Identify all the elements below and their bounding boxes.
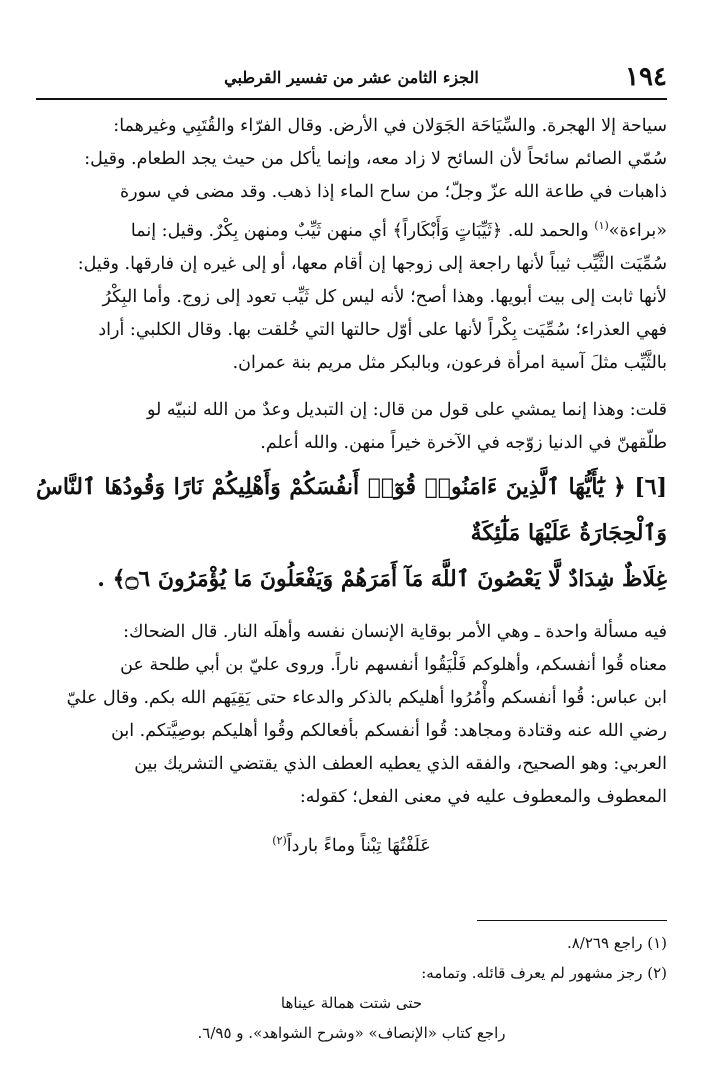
verse-text: يَٰٓأَيُّهَا ٱلَّذِينَ ءَامَنُوا۟ قُوٓا۟ أَنفُسَكُمْ وَأَهْلِيكُمْ نَارًا وَقُودُهَا ٱلنَّاسُ وَٱلْحِجَارَةُ عَلَيْهَا مَلَٰٓئِكَةٌ bbox=[36, 473, 667, 546]
verse-close-bracket: ﴾ . bbox=[97, 565, 126, 592]
footnote-2-reference: راجع كتاب «الإنصاف» «وشرح الشواهد». و ٦/٩٥. bbox=[197, 1024, 506, 1042]
text-line: قلت: وهذا إنما يمشي على قول من قال: إن التبديل وعدٌ من الله لنبيّه لو bbox=[146, 399, 667, 420]
text-span: والحمد لله. ﴿ثَيِّبَاتٍ وَأَبْكَاراً﴾ أي منهن ثَيِّبٌ ومنهن بِكْرٌ. وقيل: إنما bbox=[130, 220, 595, 241]
verse-text: غِلَاظٌ شِدَادٌ لَّا يَعْصُونَ ٱللَّهَ مَآ أَمَرَهُمْ وَيَفْعَلُونَ مَا يُؤْمَرُونَ ۝٦ bbox=[125, 565, 667, 592]
poem-text: عَلَفْتُهَا تِبْناً وماءً بارداً bbox=[286, 835, 431, 856]
text-line: معناه قُوا أنفسكم، وأهلوكم فَلْيَقُوا أنفسهم ناراً. وروى عليّ بن أبي طلحة عن bbox=[120, 654, 667, 675]
text-line: فهي العذراء؛ سُمِّيَت بِكْراً لأنها على أوّل حالتها التي خُلقت بها. وقال الكلبي: أراد bbox=[98, 319, 667, 340]
text-line: سُمّي الصائم سائحاً لأن السائح لا زاد معه، وإنما يأكل من حيث يجد الطعام. وقيل: bbox=[84, 149, 667, 169]
verse-line bbox=[36, 464, 667, 556]
paragraph-gap bbox=[36, 602, 667, 616]
footnote-marker-1: (١) bbox=[594, 219, 609, 232]
text-line: سياحة إلا الهجرة. والسِّيَاحَة الجَوَلان في الأرض. وقال الفرّاء والقُتَبِي وغيرهما: bbox=[113, 116, 667, 136]
verse-line bbox=[36, 556, 667, 602]
footnote-marker-2: (٢) bbox=[272, 833, 287, 847]
text-line: العربي: وهو الصحيح، والفقه الذي يعطيه العطف الذي يقتضي التشريك بين bbox=[134, 753, 667, 774]
text-line: لأنها ثابت إلى بيت أبويها. وهذا أصح؛ لأنه ليس كل ثَيِّب تعود إلى زوج. وأما البِكْرُ bbox=[102, 286, 667, 307]
text-line bbox=[36, 209, 667, 248]
quran-verse bbox=[36, 464, 667, 602]
text-line: طلّقهنّ في الدنيا زوّجه في الآخرة خيراً منهن. والله أعلم. bbox=[260, 432, 667, 453]
verse-number: [٦] bbox=[634, 473, 667, 500]
text-line: ذاهبات في طاعة الله عزّ وجلّ؛ من ساح الماء إذا ذهب. وقد مضى في سورة bbox=[120, 182, 667, 202]
page-number: ١٩٤ bbox=[625, 62, 667, 92]
text-line: رضي الله عنه وقتادة ومجاهد: قُوا أنفسكم بأفعالكم وقُوا أهليكم بوصِيَّتكم. ابن bbox=[111, 720, 667, 741]
text-line: المعطوف والمعطوف عليه في معنى الفعل؛ كقوله: bbox=[299, 786, 667, 807]
text-line: بالثَّيِّب مثلَ آسية امرأة فرعون، وبالبكر مثل مريم بنة عمران. bbox=[232, 352, 667, 373]
surah-reference: «براءة» bbox=[608, 220, 667, 241]
paragraph-3 bbox=[36, 616, 667, 814]
paragraph-gap bbox=[36, 380, 667, 394]
footnotes bbox=[36, 928, 667, 1048]
paragraph-2 bbox=[36, 394, 667, 460]
footnote-1: (١) راجع ٨/٢٦٩. bbox=[566, 934, 667, 952]
header-rule bbox=[36, 98, 667, 100]
poem-verse bbox=[36, 824, 667, 863]
page-header bbox=[36, 62, 667, 98]
text-line: سُمِّيَت الثَّيِّب ثيباً لأنها راجعة إلى زوجها إن أقام معها، أو إلى غيره إن فارقها. وقيل: bbox=[77, 253, 667, 274]
text-line: ابن عباس: قُوا أنفسكم وأْمُرُوا أهليكم بالذكر والدعاء حتى يَقِيَهم الله بكم. وقال عليّ bbox=[66, 687, 667, 708]
paragraph-1 bbox=[36, 110, 667, 380]
text-line: فيه مسألة واحدة ـ وهي الأمر بوقاية الإنسان نفسه وأهلَه النار. قال الضحاك: bbox=[123, 621, 667, 642]
footnote-rule bbox=[477, 920, 667, 921]
main-text bbox=[36, 110, 667, 863]
footnote-2: (٢) رجز مشهور لم يعرف قائله. وتمامه: bbox=[421, 964, 667, 982]
running-title: الجزء الثامن عشر من تفسير القرطبي bbox=[224, 68, 479, 87]
verse-open-bracket: ﴿ bbox=[612, 473, 626, 500]
footnote-2-verse: حتى شتت همالة عيناها bbox=[280, 994, 423, 1012]
